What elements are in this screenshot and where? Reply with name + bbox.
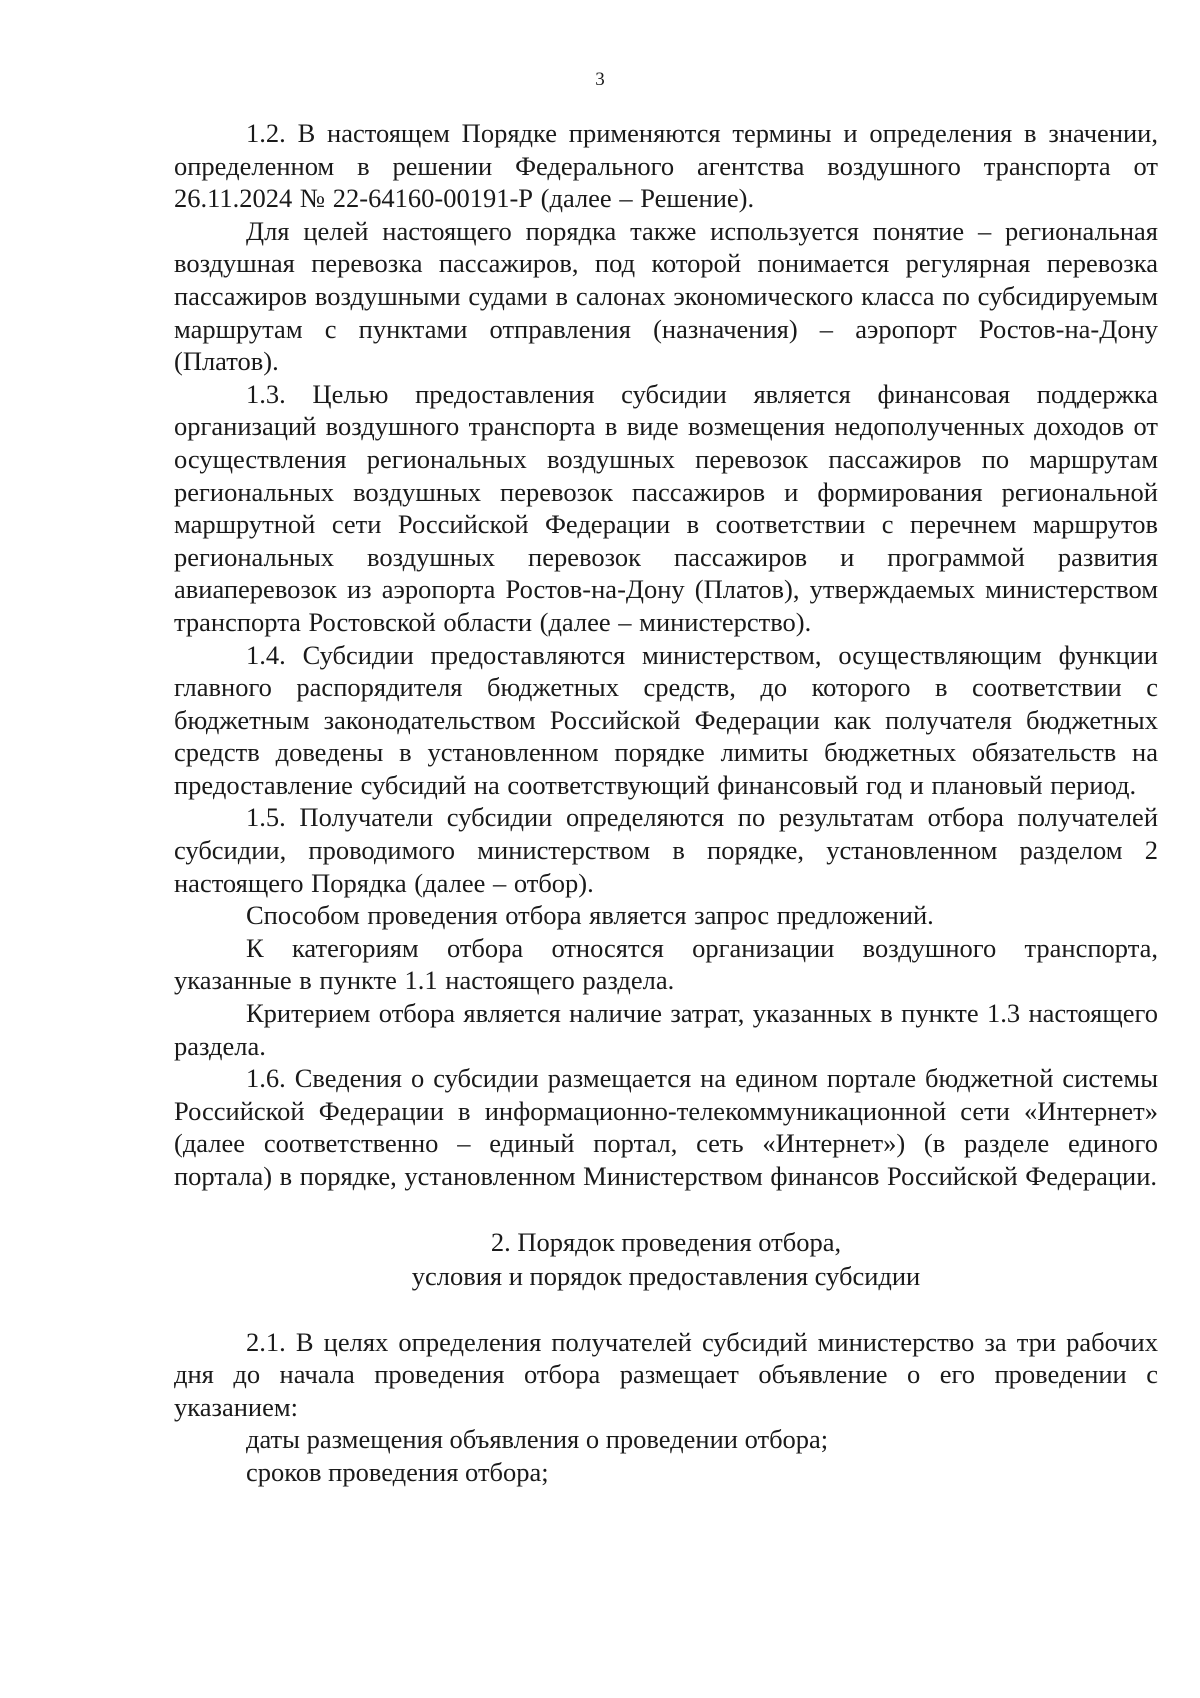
paragraph-1-3: 1.3. Целью предоставления субсидии является финансовая поддержка организаций воздушного транспорта в виде возмещения недополученных доходов от осуществления региональных воздушных перевозок пассажиров по маршрутам региональных воздушных перевозок пассажиров и формирования региональной маршрутной сети Российской Федерации в соответствии с перечнем маршрутов региональных воздушных перевозок пассажиров и программой развития авиаперевозок из аэропорта Ростов-на-Дону (Платов), утверждаемых министерством транспорта Ростовской области (далее – министерство). <box>174 378 1158 637</box>
paragraph-1-4: 1.4. Субсидии предоставляются министерством, осуществляющим функции главного распорядителя бюджетных средств, до которого в соответствии с бюджетным законодательством Российской Федерации как получателя бюджетных средств доведены в установленном порядке лимиты бюджетных обязательств на предоставление субсидий на соответствующий финансовый год и плановый период. <box>174 639 1158 800</box>
section-heading-line-1: 2. Порядок проведения отбора, <box>490 1226 842 1257</box>
paragraph-selection-method: Способом проведения отбора является запрос предложений. <box>246 900 934 931</box>
list-item: даты размещения объявления о проведении отбора; <box>246 1424 829 1455</box>
paragraph-selection-criterion: Критерием отбора является наличие затрат, указанных в пункте 1.3 настоящего раздела. <box>174 998 1158 1061</box>
paragraph-definition: Для целей настоящего порядка также используется понятие – региональная воздушная перевозка пассажиров, под которой понимается регулярная перевозка пассажиров воздушными судами в салонах экономического класса по субсидируемым маршрутам с пунктами отправления (назначения) – аэропорт Ростов-на-Дону (Платов). <box>174 215 1158 377</box>
section-heading-line-2: условия и порядок предоставления субсидии <box>411 1260 921 1291</box>
paragraph-1-5: 1.5. Получатели субсидии определяются по результатам отбора получателей субсидии, проводимого министерством в порядке, установленном разделом 2 настоящего Порядка (далее – отбор). <box>174 802 1158 898</box>
list-item: сроков проведения отбора; <box>246 1456 549 1487</box>
paragraph-selection-categories: К категориям отбора относятся организации воздушного транспорта, указанные в пункте 1.1 настоящего раздела. <box>174 932 1158 996</box>
document-body <box>174 117 1158 1489</box>
paragraph-2-1: 2.1. В целях определения получателей субсидий министерство за три рабочих дня до начала проведения отбора размещает объявление о его проведении с указанием: <box>174 1326 1158 1422</box>
section-2-heading <box>174 1193 1158 1326</box>
paragraph-1-6: 1.6. Сведения о субсидии размещается на едином портале бюджетной системы Российской Федерации в информационно-телекоммуникационной сети «Интернет» (далее соответственно – единый портал, сеть «Интернет») (в разделе единого портала) в порядке, установленном Министерством финансов Российской Федерации. <box>174 1063 1158 1191</box>
page-number: 3 <box>595 69 605 90</box>
paragraph-1-2: 1.2. В настоящем Порядке применяются термины и определения в значении, определенном в решении Федерального агентства воздушного транспорта от 26.11.2024 № 22-64160-00191-Р (далее – Решение). <box>174 118 1158 214</box>
